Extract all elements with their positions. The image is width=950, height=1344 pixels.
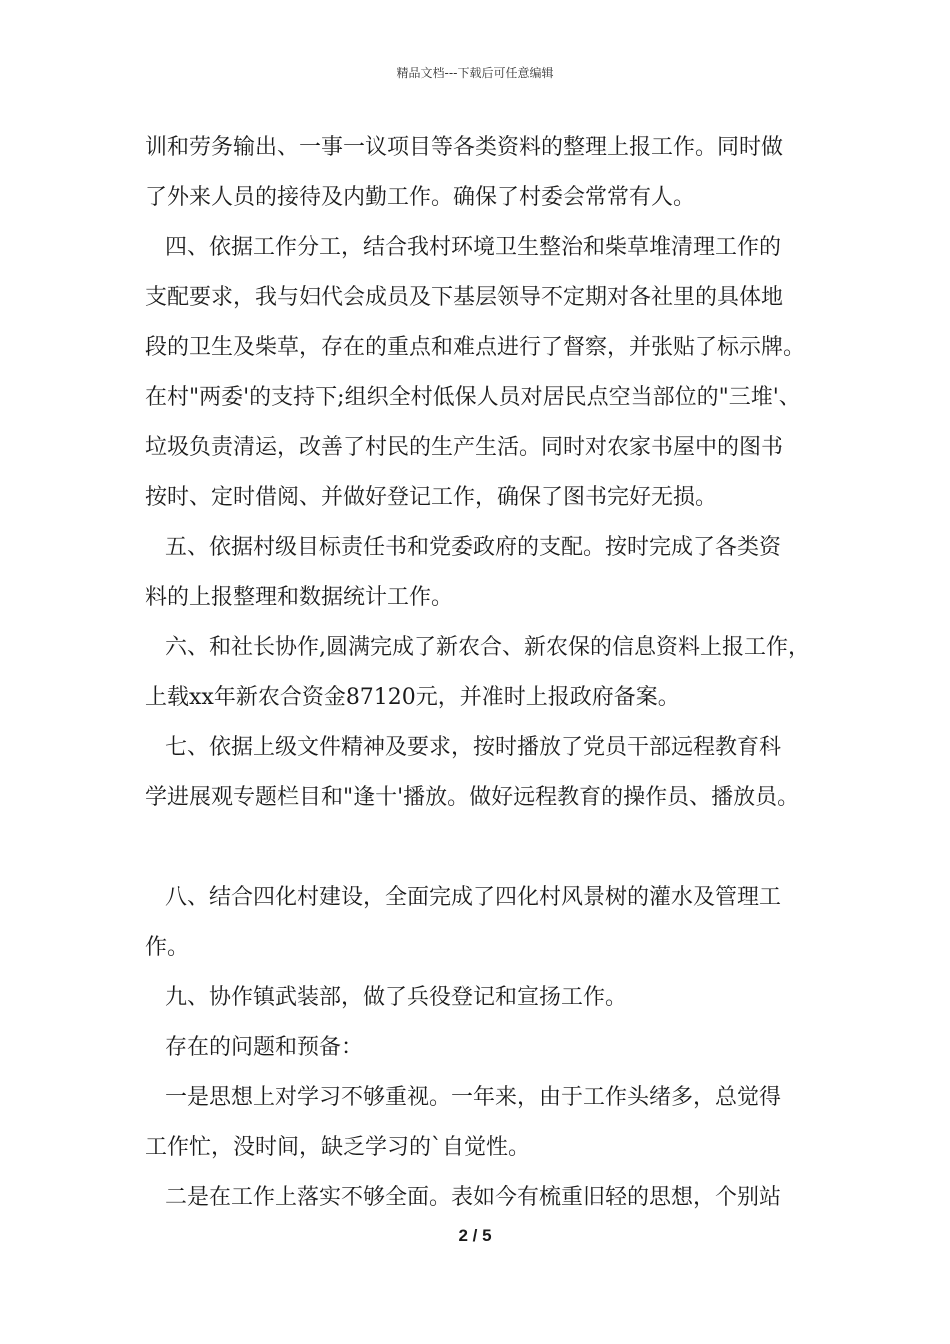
text-line: 在村"两委'的支持下;组织全村低保人员对居民点空当部位的"三堆'、 [145, 385, 801, 410]
text-line: 七、依据上级文件精神及要求，按时播放了党员干部远程教育科 [165, 735, 782, 760]
text-line: 按时、定时借阅、并做好登记工作，确保了图书完好无损。 [145, 485, 718, 510]
text-line: 九、协作镇武装部，做了兵役登记和宣扬工作。 [165, 985, 628, 1010]
text-line: 一是思想上对学习不够重视。一年来，由于工作头绪多，总觉得 [165, 1085, 782, 1110]
text-line: 六、和社长协作,圆满完成了新农合、新农保的信息资料上报工作， [165, 635, 810, 660]
text-line: 工作忙，没时间，缺乏学习的`自觉性。 [145, 1135, 531, 1160]
text-line: 垃圾负责清运，改善了村民的生产生活。同时对农家书屋中的图书 [145, 435, 784, 460]
paragraph-gap [145, 828, 817, 878]
page-header: 精品文档---下载后可任意编辑 [396, 66, 554, 80]
text-line: 料的上报整理和数据统计工作。 [145, 585, 454, 610]
text-line: 作。 [145, 935, 190, 960]
text-line: 存在的问题和预备： [165, 1035, 364, 1060]
text-line: 训和劳务输出、一事一议项目等各类资料的整理上报工作。同时做 [145, 135, 784, 160]
text-line: 段的卫生及柴草，存在的重点和难点进行了督察，并张贴了标示牌。 [145, 335, 806, 360]
text-line: 八、结合四化村建设，全面完成了四化村风景树的灌水及管理工 [165, 885, 782, 910]
document-body [145, 128, 817, 1228]
text-line: 四、依据工作分工，结合我村环境卫生整治和柴草堆清理工作的 [165, 235, 782, 260]
text-line: 了外来人员的接待及内勤工作。确保了村委会常常有人。 [145, 185, 696, 210]
page-number: 2 / 5 [458, 1226, 492, 1245]
text-line: 五、依据村级目标责任书和党委政府的支配。按时完成了各类资 [165, 535, 782, 560]
text-line: 支配要求，我与妇代会成员及下基层领导不定期对各社里的具体地 [145, 285, 784, 310]
text-line: 二是在工作上落实不够全面。表如今有梳重旧轻的思想，个别站 [165, 1185, 782, 1210]
text-line: 上载xx年新农合资金87120元，并准时上报政府备案。 [145, 685, 680, 710]
text-line: 学进展观专题栏目和"逢十'播放。做好远程教育的操作员、播放员。 [145, 785, 800, 810]
